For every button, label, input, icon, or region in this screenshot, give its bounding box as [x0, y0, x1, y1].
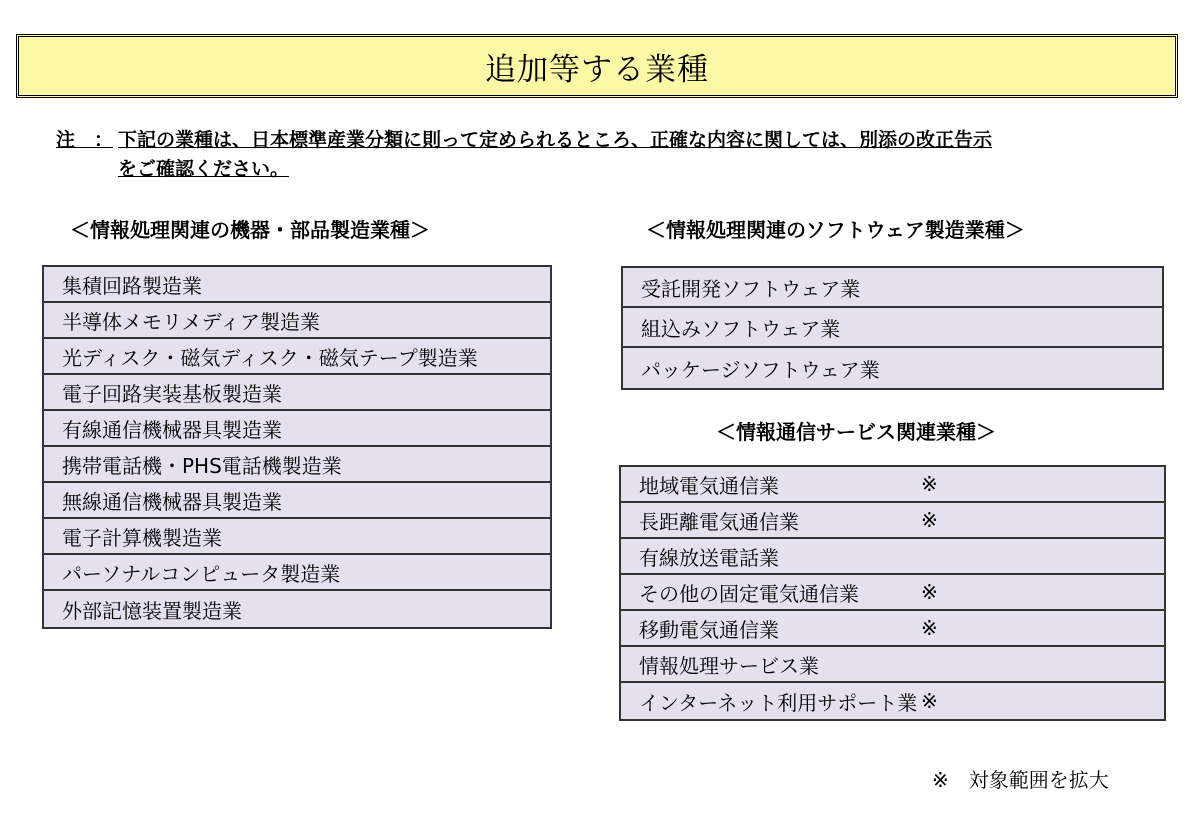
expansion-mark: ※	[921, 689, 938, 713]
list-item	[44, 375, 550, 411]
list-item	[621, 503, 1164, 539]
list-item	[44, 555, 550, 591]
list-item	[44, 411, 550, 447]
expansion-mark: ※	[921, 508, 938, 532]
list-item-label: インターネット利用サポート業	[639, 690, 918, 715]
list-item-label: 携帯電話機・PHS電話機製造業	[62, 453, 342, 478]
note-line-2: をご確認ください。	[118, 158, 290, 180]
hardware-heading: ＜情報処理関連の機器・部品製造業種＞	[70, 218, 430, 242]
list-item	[44, 591, 550, 627]
list-item-label: パッケージソフトウェア業	[641, 357, 880, 382]
list-item	[623, 348, 1162, 388]
list-item	[44, 483, 550, 519]
list-item-label: 光ディスク・磁気ディスク・磁気テープ製造業	[62, 345, 478, 370]
list-item	[621, 575, 1164, 611]
list-item-label: 地域電気通信業	[639, 473, 779, 498]
list-item-label: その他の固定電気通信業	[639, 581, 859, 606]
list-item-label: パーソナルコンピュータ製造業	[62, 561, 341, 586]
list-item	[44, 447, 550, 483]
list-item-label: 受託開発ソフトウェア業	[641, 276, 861, 301]
software-heading: ＜情報処理関連のソフトウェア製造業種＞	[646, 218, 1025, 242]
list-item-label: 長距離電気通信業	[639, 509, 799, 534]
list-item-label: 電子計算機製造業	[62, 525, 222, 550]
software-list	[621, 266, 1164, 390]
expansion-mark: ※	[921, 472, 938, 496]
list-item	[44, 303, 550, 339]
list-item-label: 組込みソフトウェア業	[641, 316, 841, 341]
note	[56, 126, 992, 184]
list-item	[44, 519, 550, 555]
list-item-label: 半導体メモリメディア製造業	[62, 309, 320, 334]
list-item	[621, 611, 1164, 647]
list-item	[621, 647, 1164, 683]
list-item-label: 移動電気通信業	[639, 617, 779, 642]
hardware-list	[42, 265, 552, 629]
list-item-label: 有線放送電話業	[639, 545, 779, 570]
services-heading: ＜情報通信サービス関連業種＞	[716, 420, 996, 444]
note-label: 注 ：	[56, 129, 114, 151]
list-item-label: 有線通信機械器具製造業	[62, 417, 282, 442]
list-item	[44, 267, 550, 303]
list-item	[621, 467, 1164, 503]
list-item-label: 集積回路製造業	[62, 273, 202, 298]
list-item-label: 無線通信機械器具製造業	[62, 489, 282, 514]
list-item	[621, 683, 1164, 719]
list-item	[621, 539, 1164, 575]
services-list	[619, 465, 1166, 721]
list-item-label: 情報処理サービス業	[639, 653, 819, 678]
page-title: 追加等する業種	[485, 51, 709, 88]
note-line-1: 下記の業種は、日本標準産業分類に則って定められるところ、正確な内容に関しては、別添の改正告示	[118, 129, 993, 151]
footnote: ※ 対象範囲を拡大	[932, 768, 1109, 792]
list-item-label: 外部記憶装置製造業	[62, 598, 242, 623]
expansion-mark: ※	[921, 580, 938, 604]
list-item	[623, 308, 1162, 348]
expansion-mark: ※	[921, 616, 938, 640]
list-item	[44, 339, 550, 375]
list-item-label: 電子回路実装基板製造業	[62, 381, 282, 406]
list-item	[623, 268, 1162, 308]
title-banner	[16, 34, 1178, 98]
